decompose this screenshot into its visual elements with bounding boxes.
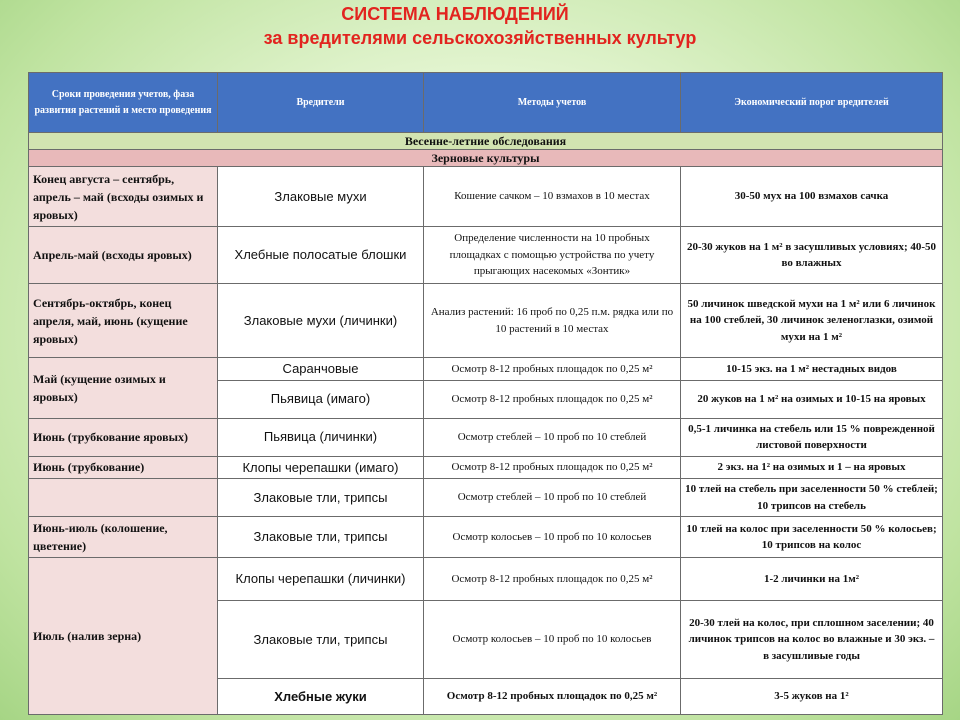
observation-table [28,72,943,715]
cell-method: Осмотр колосьев – 10 проб по 10 колосьев [424,517,681,558]
section-season: Весенне-летние обследования [29,133,943,150]
cell-period: Июль (налив зерна) [29,558,218,715]
cell-method: Кошение сачком – 10 взмахов в 10 местах [424,167,681,227]
cell-period: Май (кущение озимых и яровых) [29,358,218,419]
cell-period: Сентябрь-октябрь, конец апреля, май, июнь (кущение яровых) [29,284,218,358]
cell-pest: Злаковые тли, трипсы [218,601,424,679]
cell-threshold: 30-50 мух на 100 взмахов сачка [681,167,943,227]
cell-method: Осмотр стеблей – 10 проб по 10 стеблей [424,479,681,517]
table-row [29,517,943,558]
cell-pest: Злаковые тли, трипсы [218,517,424,558]
cell-period [29,479,218,517]
cell-period: Июнь-июль (колошение, цветение) [29,517,218,558]
cell-threshold: 1-2 личинки на 1м² [681,558,943,601]
cell-period: Июнь (трубкование яровых) [29,418,218,456]
cell-pest: Клопы черепашки (личинки) [218,558,424,601]
cell-pest: Хлебные жуки [218,679,424,715]
cell-method: Осмотр колосьев – 10 проб по 10 колосьев [424,601,681,679]
table-row [29,418,943,456]
cell-threshold: 0,5-1 личинка на стебель или 15 % поврежденной листовой поверхности [681,418,943,456]
cell-threshold: 10 тлей на стебель при заселенности 50 % стеблей; 10 трипсов на стебель [681,479,943,517]
header-period: Сроки проведения учетов, фаза развития растений и место проведения [29,73,218,133]
cell-pest: Злаковые мухи (личинки) [218,284,424,358]
cell-period: Конец августа – сентябрь, апрель – май (всходы озимых и яровых) [29,167,218,227]
cell-method: Осмотр стеблей – 10 проб по 10 стеблей [424,418,681,456]
cell-pest: Злаковые тли, трипсы [218,479,424,517]
table-row [29,456,943,479]
cell-pest: Клопы черепашки (имаго) [218,456,424,479]
section-crops: Зерновые культуры [29,150,943,167]
cell-threshold: 10 тлей на колос при заселенности 50 % колосьев; 10 трипсов на колос [681,517,943,558]
page-title: СИСТЕМА НАБЛЮДЕНИЙ [341,4,569,24]
header-threshold: Экономический порог вредителей [681,73,943,133]
cell-threshold: 20 жуков на 1 м² на озимых и 10-15 на яровых [681,380,943,418]
cell-method: Определение численности на 10 пробных площадках с помощью устройства по учету прыгающих насекомых «Зонтик» [424,227,681,284]
cell-threshold: 20-30 тлей на колос, при сплошном заселении; 40 личинок трипсов на колос во влажные и 30 экз. – в засушливые годы [681,601,943,679]
table-header-row [29,73,943,133]
cell-method: Осмотр 8-12 пробных площадок по 0,25 м² [424,679,681,715]
cell-threshold: 10-15 экз. на 1 м² нестадных видов [681,358,943,381]
cell-pest: Пьявица (имаго) [218,380,424,418]
cell-pest: Злаковые мухи [218,167,424,227]
cell-threshold: 2 экз. на 1² на озимых и 1 – на яровых [681,456,943,479]
table-row [29,167,943,227]
header-pests: Вредители [218,73,424,133]
cell-method: Осмотр 8-12 пробных площадок по 0,25 м² [424,558,681,601]
table-row [29,358,943,381]
header-methods: Методы учетов [424,73,681,133]
table-row [29,558,943,601]
cell-period: Апрель-май (всходы яровых) [29,227,218,284]
cell-method: Анализ растений: 16 проб по 0,25 п.м. рядка или по 10 растений в 10 местах [424,284,681,358]
cell-pest: Саранчовые [218,358,424,381]
cell-threshold: 50 личинок шведской мухи на 1 м² или 6 личинок на 100 стеблей, 30 личинок зеленоглазки, озимой мухи на 1 м² [681,284,943,358]
cell-method: Осмотр 8-12 пробных площадок по 0,25 м² [424,456,681,479]
section-row-season [29,133,943,150]
section-row-crops [29,150,943,167]
cell-period: Июнь (трубкование) [29,456,218,479]
table-row [29,284,943,358]
page-subtitle: за вредителями сельскохозяйственных культур [263,28,697,48]
table-row [29,479,943,517]
cell-pest: Хлебные полосатые блошки [218,227,424,284]
cell-pest: Пьявица (личинки) [218,418,424,456]
cell-threshold: 20-30 жуков на 1 м² в засушливых условиях; 40-50 во влажных [681,227,943,284]
cell-method: Осмотр 8-12 пробных площадок по 0,25 м² [424,380,681,418]
title-block [0,2,960,50]
table-row [29,227,943,284]
cell-threshold: 3-5 жуков на 1² [681,679,943,715]
cell-method: Осмотр 8-12 пробных площадок по 0,25 м² [424,358,681,381]
